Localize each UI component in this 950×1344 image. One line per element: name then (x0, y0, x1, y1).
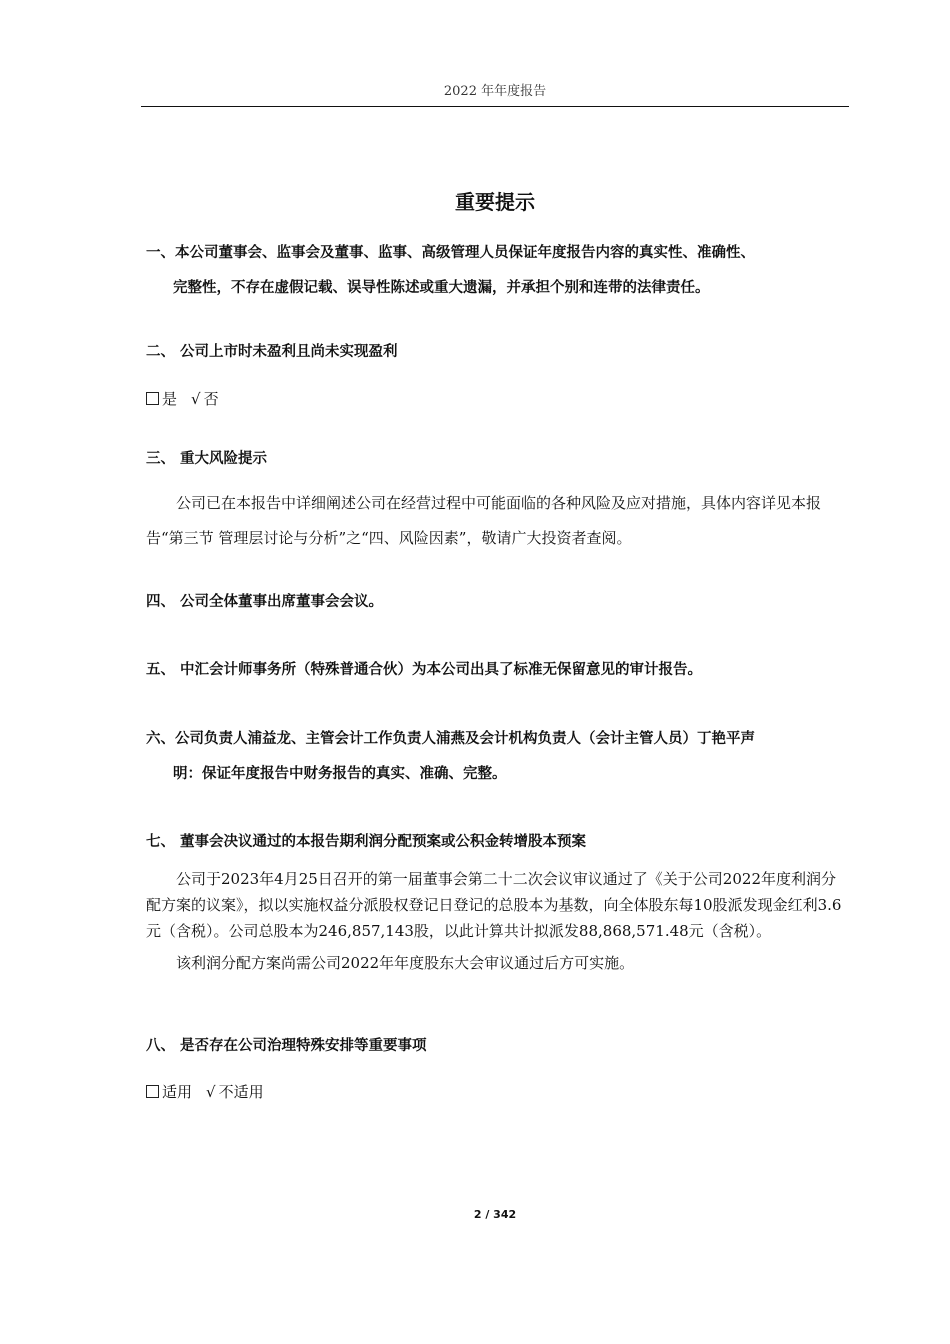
section-6 (146, 722, 755, 792)
report-header: 2022 年年度报告 (443, 84, 547, 99)
section-3-paragraph: 公司已在本报告中详细阐述公司在经营过程中可能面临的各种风险及应对措施，具体内容详见本报告“第三节 管理层讨论与分析”之“四、风险因素”，敬请广大投资者查阅。 (146, 494, 822, 547)
option-apply: 适用 (162, 1083, 193, 1101)
section-5-heading: 五、 中汇会计师事务所（特殊普通合伙）为本公司出具了标准无保留意见的审计报告。 (146, 662, 703, 678)
section-6-line2: 明：保证年度报告中财务报告的真实、准确、完整。 (173, 766, 507, 782)
option-no: 否 (203, 390, 219, 408)
option-yes: 是 (162, 390, 178, 408)
section-3-heading: 三、 重大风险提示 (146, 451, 268, 467)
page-title: 重要提示 (455, 190, 535, 214)
section-1 (146, 236, 755, 306)
section-2-options (146, 388, 219, 409)
checkmark-icon: √ (191, 390, 201, 408)
section-4-heading: 四、 公司全体董事出席董事会会议。 (146, 594, 384, 610)
section-8-heading: 八、 是否存在公司治理特殊安排等重要事项 (146, 1038, 427, 1054)
section-7-paragraph-1: 公司于2023年4月25日召开的第一届董事会第二十二次会议审议通过了《关于公司2022年度利润分配方案的议案》，拟以实施权益分派股权登记日登记的总股本为基数，向全体股东每10股派发现金红利3.6元（含税）。公司总股本为246,857,143股，以此计算共计拟派发88,868,571.48元（含税）。 (146, 870, 842, 940)
section-7-heading: 七、 董事会决议通过的本报告期利润分配预案或公积金转增股本预案 (146, 834, 587, 850)
section-7-paragraph-2: 该利润分配方案尚需公司2022年年度股东大会审议通过后方可实施。 (176, 954, 635, 972)
section-8-options (146, 1081, 264, 1102)
checkbox-empty-icon (146, 1085, 159, 1098)
option-not-apply: 不适用 (218, 1083, 264, 1101)
section-6-line1: 六、公司负责人浦益龙、主管会计工作负责人浦燕及会计机构负责人（会计主管人员）丁艳平声 (146, 731, 755, 747)
section-2-heading: 二、 公司上市时未盈利且尚未实现盈利 (146, 344, 398, 360)
section-1-line1: 一、本公司董事会、监事会及董事、监事、高级管理人员保证年度报告内容的真实性、准确性、 (146, 245, 755, 261)
checkmark-icon: √ (206, 1083, 216, 1101)
page-number: 2 / 342 (473, 1208, 517, 1221)
section-1-line2: 完整性，不存在虚假记载、误导性陈述或重大遗漏，并承担个别和连带的法律责任。 (173, 280, 710, 296)
section-3-body (146, 486, 850, 556)
checkbox-empty-icon (146, 392, 159, 405)
section-7-body (146, 866, 850, 976)
header-divider (141, 106, 849, 107)
